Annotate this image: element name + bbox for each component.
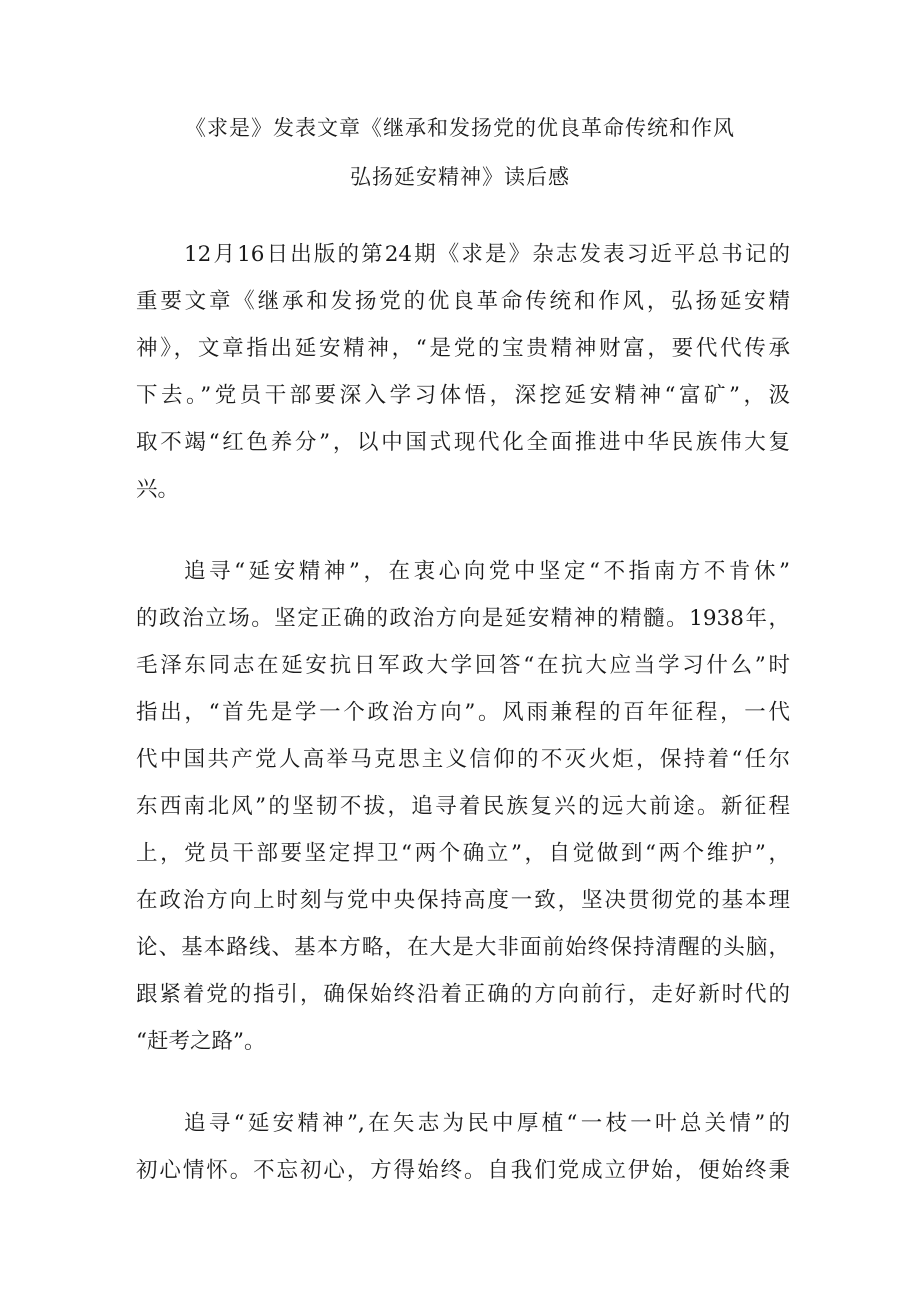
paragraph-line: 追寻“延安精神”,在矢志为民中厚植“一枝一叶总关情”的 — [184, 1111, 790, 1136]
paragraph-line: 在政治方向上时刻与党中央保持高度一致，坚决贯彻党的基本理 — [136, 888, 790, 913]
paragraph-line: 初心情怀。不忘初心，方得始终。自我们党成立伊始，便始终秉 — [136, 1158, 790, 1183]
paragraph-line: 指出，“首先是学一个政治方向”。风雨兼程的百年征程，一代 — [136, 700, 790, 725]
paragraph-line: 兴。 — [136, 477, 180, 502]
document-title-line-2: 弘扬延安精神》读后感 — [350, 165, 570, 189]
paragraph-line: “赶考之路”。 — [136, 1029, 266, 1054]
document-title-line-1: 《求是》发表文章《继承和发扬党的优良革命传统和作风 — [185, 116, 735, 140]
paragraph-line: 神》，文章指出延安精神，“是党的宝贵精神财富，要代代传承 — [136, 336, 790, 361]
paragraph-2 — [136, 548, 790, 1065]
paragraph-line: 论、基本路线、基本方略，在大是大非面前始终保持清醒的头脑， — [136, 935, 790, 960]
paragraph-line: 重要文章《继承和发扬党的优良革命传统和作风，弘扬延安精 — [136, 289, 790, 314]
paragraph-line: 跟紧着党的指引，确保始终沿着正确的方向前行，走好新时代的 — [136, 982, 790, 1007]
paragraph-1 — [136, 231, 790, 513]
paragraph-line: 东西南北风”的坚韧不拔，追寻着民族复兴的远大前途。新征程 — [136, 794, 790, 819]
paragraph-line: 追寻“延安精神”，在衷心向党中坚定“不指南方不肯休” — [184, 559, 790, 584]
paragraph-line: 代中国共产党人高举马克思主义信仰的不灭火炬，保持着“任尔 — [136, 747, 790, 772]
paragraph-line: 下去。”党员干部要深入学习体悟，深挖延安精神“富矿”，汲 — [136, 383, 790, 408]
paragraph-line: 上，党员干部要坚定捍卫“两个确立”，自觉做到“两个维护”， — [136, 841, 790, 866]
paragraph-line: 毛泽东同志在延安抗日军政大学回答“在抗大应当学习什么”时 — [136, 653, 790, 678]
paragraph-line: 取不竭“红色养分”，以中国式现代化全面推进中华民族伟大复 — [136, 430, 790, 455]
paragraph-line: 12月16日出版的第24期《求是》杂志发表习近平总书记的 — [184, 242, 790, 267]
paragraph-line: 的政治立场。坚定正确的政治方向是延安精神的精髓。1938年， — [136, 606, 790, 631]
paragraph-3 — [136, 1100, 790, 1194]
